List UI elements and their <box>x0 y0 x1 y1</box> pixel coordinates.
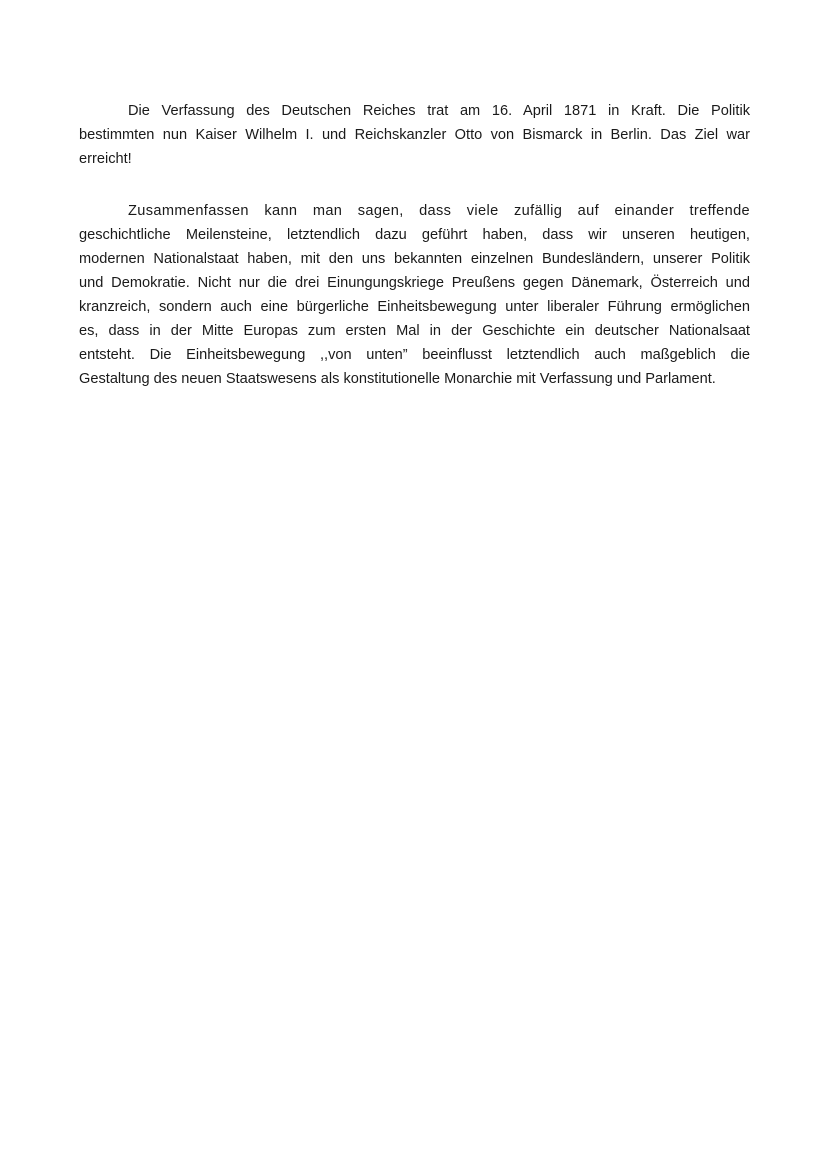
text-line: erreicht! <box>79 151 132 167</box>
text-line: es, dass in der Mitte Europas zum ersten Mal in der Geschichte ein deutscher Nationalsaat <box>79 323 750 339</box>
text-line: geschichtliche Meilensteine, letztendlich dazu geführt haben, dass wir unseren heutigen, <box>79 227 750 243</box>
text-line: Die Verfassung des Deutschen Reiches trat am 16. April 1871 in Kraft. Die Politik <box>128 103 750 119</box>
text-line: Gestaltung des neuen Staatswesens als konstitutionelle Monarchie mit Verfassung und Parlament. <box>79 371 716 387</box>
text-line: kranzreich, sondern auch eine bürgerliche Einheitsbewegung unter liberaler Führung ermöglichen <box>79 299 750 315</box>
text-line: bestimmten nun Kaiser Wilhelm I. und Reichskanzler Otto von Bismarck in Berlin. Das Ziel war <box>79 127 750 143</box>
text-line: modernen Nationalstaat haben, mit den uns bekannten einzelnen Bundesländern, unserer Politik <box>79 251 750 267</box>
text-line: entsteht. Die Einheitsbewegung ,,von unten” beeinflusst letztendlich auch maßgeblich die <box>79 347 750 363</box>
paragraph-zusammenfassung <box>79 199 750 391</box>
text-line: Zusammenfassen kann man sagen, dass viele zufällig auf einander treffende <box>128 203 750 219</box>
text-line: und Demokratie. Nicht nur die drei Einungungskriege Preußens gegen Dänemark, Österreich und <box>79 275 750 291</box>
paragraph-verfassung <box>79 99 750 171</box>
